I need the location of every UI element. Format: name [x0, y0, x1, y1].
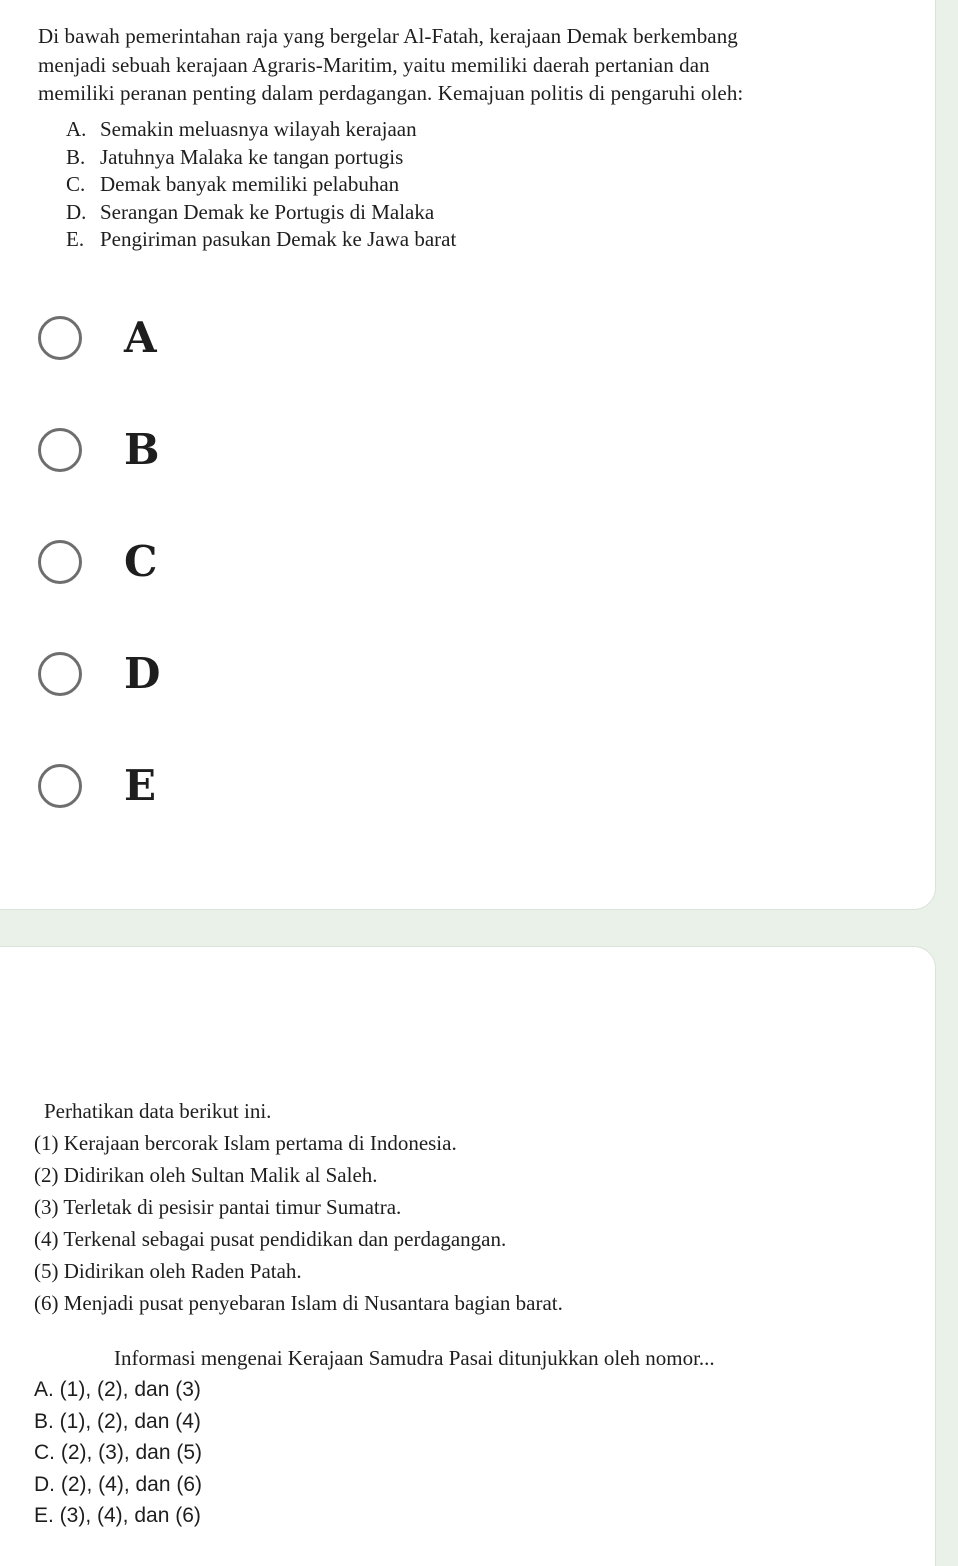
option-text: Demak banyak memiliki pelabuhan	[100, 172, 400, 196]
statement-item: (2) Didirikan oleh Sultan Malik al Saleh.	[34, 1163, 378, 1187]
answer-choice-e[interactable]	[38, 758, 160, 814]
question-2-option: D. (2), (4), dan (6)	[34, 1472, 203, 1496]
answer-label: E	[124, 761, 157, 810]
statement-item: (5) Didirikan oleh Raden Patah.	[34, 1259, 302, 1283]
question-1-option	[66, 226, 456, 254]
question-1-option-list	[66, 116, 456, 254]
option-text: Pengiriman pasukan Demak ke Jawa barat	[100, 227, 457, 251]
question-card-2	[0, 946, 936, 1566]
statement-item: (3) Terletak di pesisir pantai timur Sumatra.	[34, 1195, 402, 1219]
question-1-line: memiliki peranan penting dalam perdagangan. Kemajuan politis di pengaruhi oleh:	[38, 81, 744, 105]
radio-button[interactable]	[38, 428, 82, 472]
radio-button[interactable]	[38, 764, 82, 808]
statement-item: (1) Kerajaan bercorak Islam pertama di Indonesia.	[34, 1131, 457, 1155]
statement-item: (4) Terkenal sebagai pusat pendidikan dan perdagangan.	[34, 1227, 507, 1251]
answer-label: C	[124, 537, 158, 586]
answer-choice-a[interactable]	[38, 310, 160, 366]
answer-label: A	[124, 313, 157, 362]
option-letter: C.	[66, 172, 86, 196]
answer-label: B	[124, 425, 160, 474]
question-1-line: Di bawah pemerintahan raja yang bergelar Al-Fatah, kerajaan Demak berkembang	[38, 24, 738, 48]
question-2-prompt: Informasi mengenai Kerajaan Samudra Pasai ditunjukkan oleh nomor...	[114, 1346, 715, 1370]
question-1-option	[66, 171, 456, 199]
option-letter: B.	[66, 144, 86, 169]
option-text: Jatuhnya Malaka ke tangan portugis	[100, 144, 404, 169]
question-1-option	[66, 116, 456, 144]
question-2-content	[34, 1095, 715, 1532]
question-2-intro: Perhatikan data berikut ini.	[44, 1099, 272, 1123]
question-2-option: B. (1), (2), dan (4)	[34, 1409, 201, 1433]
radio-button[interactable]	[38, 540, 82, 584]
question-1-option	[66, 144, 456, 172]
option-letter: D.	[66, 199, 87, 224]
option-letter: A.	[66, 117, 87, 141]
answer-choice-c[interactable]	[38, 534, 160, 590]
question-1-line: menjadi sebuah kerajaan Agraris-Maritim, yaitu memiliki daerah pertanian dan	[38, 52, 710, 77]
answer-choices	[38, 310, 160, 870]
answer-label: D	[124, 649, 161, 698]
question-1-paragraph	[38, 22, 803, 108]
option-text: Semakin meluasnya wilayah kerajaan	[100, 117, 417, 141]
answer-choice-d[interactable]	[38, 646, 160, 702]
option-text: Serangan Demak ke Portugis di Malaka	[100, 199, 435, 224]
option-letter: E.	[66, 227, 85, 251]
question-1-option	[66, 199, 456, 227]
question-2-option: A. (1), (2), dan (3)	[34, 1378, 201, 1401]
question-2-option-list	[34, 1374, 715, 1532]
answer-choice-b[interactable]	[38, 422, 160, 478]
question-2-statements	[34, 1127, 715, 1319]
radio-button[interactable]	[38, 652, 82, 696]
radio-button[interactable]	[38, 316, 82, 360]
question-2-option: E. (3), (4), dan (6)	[34, 1504, 201, 1527]
statement-item: (6) Menjadi pusat penyebaran Islam di Nusantara bagian barat.	[34, 1291, 563, 1315]
question-2-option: C. (2), (3), dan (5)	[34, 1441, 203, 1464]
